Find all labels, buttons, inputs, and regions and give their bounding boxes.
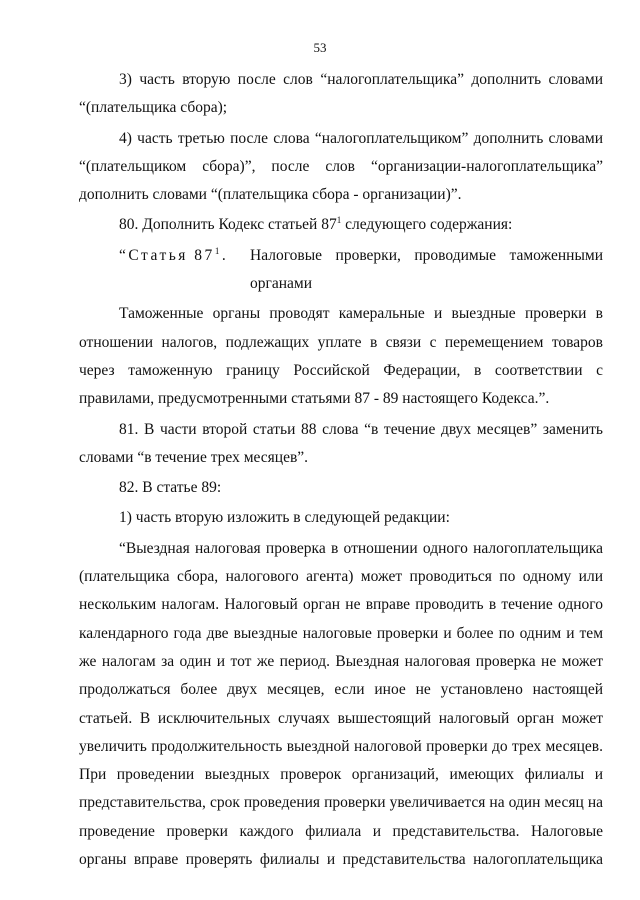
document-body [79, 66, 603, 874]
article-label-text: “Статья 87 [119, 246, 215, 264]
paragraph-80-text-end: следующего содержания: [341, 216, 513, 234]
paragraph-item-3: 3) часть вторую после слов “налогоплательщика” дополнить словами “(плательщика сбора); [79, 71, 603, 117]
article-title-line-1: Налоговые проверки, проводимые таможенными [250, 246, 603, 264]
paragraph-82: 82. В статье 89: [119, 479, 222, 497]
page-number: 53 [313, 40, 327, 55]
paragraph-80 [79, 211, 603, 239]
article-heading [119, 242, 603, 299]
article-title [250, 242, 603, 299]
paragraph-80-text-start: 80. Дополнить Кодекс статьей 87 [119, 216, 337, 234]
paragraph-80-superscript: 1 [336, 215, 342, 226]
article-label-dot: . [221, 246, 229, 264]
paragraph-82-item-1: 1) часть вторую изложить в следующей редакции: [119, 509, 450, 527]
paragraph-81: 81. В части второй статьи 88 слова “в течение двух месяцев” заменить словами “в течение трех месяцев”. [79, 420, 603, 466]
paragraph-new-wording: “Выездная налоговая проверка в отношении одного налогоплательщика (плательщика сбора, налогового агента) может проводиться по одному или нескольким налогам. Налоговый орган не вправе проводить в течение одного календарного года две выездные налоговые проверки и более по одним и тем же налогам за один и тот же период. Выездная налоговая проверка не может продолжаться более двух месяцев, если иное не установлено настоящей статьей. В исключительных случаях вышестоящий налоговый орган может увеличить продолжительность выездной налоговой проверки до трех месяцев. При проведении выездных проверок организаций, имеющих филиалы и представительства, срок проведения проверки увеличивается на один месяц на проведение проверки каждого филиала и представительства. Налоговые органы вправе проверять филиалы и представительства налогоплательщика [79, 539, 603, 869]
article-label [119, 242, 250, 299]
paragraph-article-text: Таможенные органы проводят камеральные и выездные проверки в отношении налогов, подлежащих уплате в связи с перемещением товаров через таможенную границу Российской Федерации, в соответствии с правилами, предусмотренными статьями 87 - 89 настоящего Кодекса.”. [79, 305, 603, 408]
paragraph-item-4: 4) часть третью после слова “налогоплательщиком” дополнить словами “(плательщиком сбора)”, после слов “организации-налогоплательщика” дополнить словами “(плательщика сбора - организации)”. [79, 129, 603, 204]
article-title-line-2: органами [250, 275, 313, 293]
article-label-superscript: 1 [214, 245, 222, 256]
